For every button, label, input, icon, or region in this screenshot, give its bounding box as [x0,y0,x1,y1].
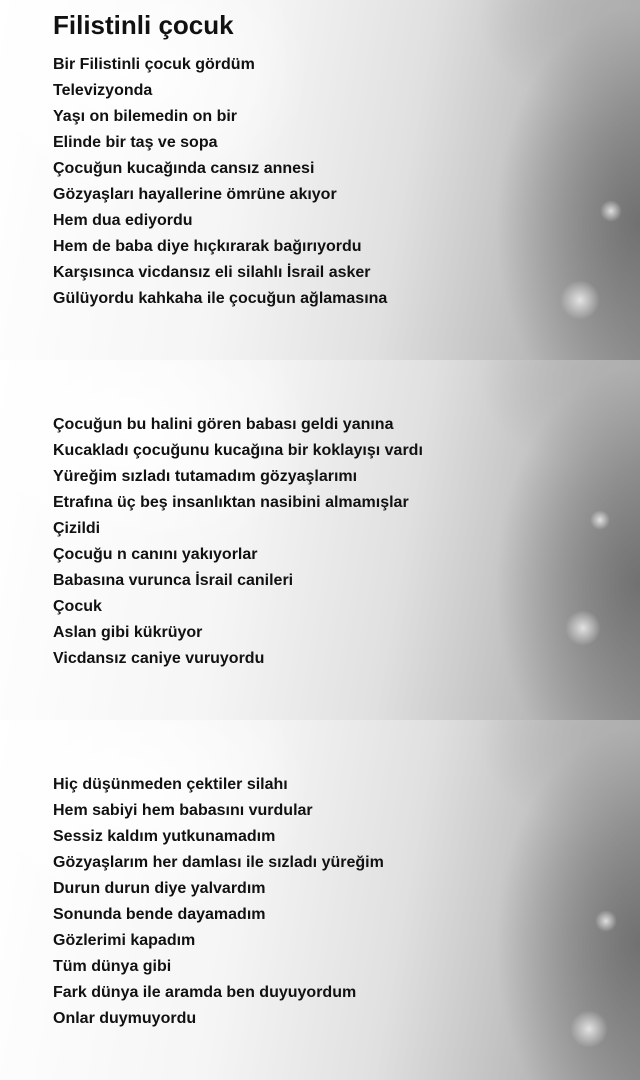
poem-line: Gözyaşları hayallerine ömrüne akıyor [53,186,337,203]
poem-line: Durun durun diye yalvardım [53,880,266,897]
sparkle-decoration [595,910,617,932]
poem-panel-1 [0,0,640,360]
poem-line: Elinde bir taş ve sopa [53,134,218,151]
poem-line: Yüreğim sızladı tutamadım gözyaşlarımı [53,468,358,485]
poem-line: Gözyaşlarım her damlası ile sızladı yüreğim [53,854,384,871]
poem-line: Hem sabiyi hem babasını vurdular [53,802,313,819]
poem-title: Filistinli çocuk [53,10,234,40]
poem-panel-3 [0,720,640,1080]
stanza-2 [53,412,423,672]
poem-line: Bir Filistinli çocuk gördüm [53,56,255,73]
sparkle-decoration [600,200,622,222]
poem-line: Vicdansız caniye vuruyordu [53,650,265,667]
stanza-1 [53,52,387,312]
poem-line: Fark dünya ile aramda ben duyuyordum [53,984,357,1001]
poem-line: Çocuk [53,598,102,615]
poem-line: Çocuğun bu halini gören babası geldi yanına [53,416,394,433]
poem-line: Aslan gibi kükrüyor [53,624,203,641]
poem-line: Çocuğu n canını yakıyorlar [53,546,258,563]
stanza-3 [53,772,384,1032]
poem-line: Gülüyordu kahkaha ile çocuğun ağlamasına [53,290,388,307]
poem-line: Sessiz kaldım yutkunamadım [53,828,276,845]
poem-line: Çizildi [53,520,101,537]
poem-line: Babasına vurunca İsrail canileri [53,572,294,589]
poem-panel-2 [0,360,640,720]
sparkle-decoration [590,510,610,530]
poem-line: Hem dua ediyordu [53,212,193,229]
sparkle-decoration [560,280,600,320]
poem-line: Hiç düşünmeden çektiler silahı [53,776,288,793]
poem-line: Etrafına üç beş insanlıktan nasibini almamışlar [53,494,409,511]
poem-line: Hem de baba diye hıçkırarak bağırıyordu [53,238,362,255]
poem-line: Gözlerimi kapadım [53,932,196,949]
poem-line: Televizyonda [53,82,153,99]
sparkle-decoration [570,1010,608,1048]
poem-line: Tüm dünya gibi [53,958,172,975]
sparkle-decoration [565,610,601,646]
poem-line: Kucakladı çocuğunu kucağına bir koklayışı vardı [53,442,423,459]
poem-line: Çocuğun kucağında cansız annesi [53,160,315,177]
poem-line: Sonunda bende dayamadım [53,906,266,923]
poem-line: Yaşı on bilemedin on bir [53,108,238,125]
poem-line: Karşısınca vicdansız eli silahlı İsrail asker [53,264,371,281]
poem-line: Onlar duymuyordu [53,1010,197,1027]
